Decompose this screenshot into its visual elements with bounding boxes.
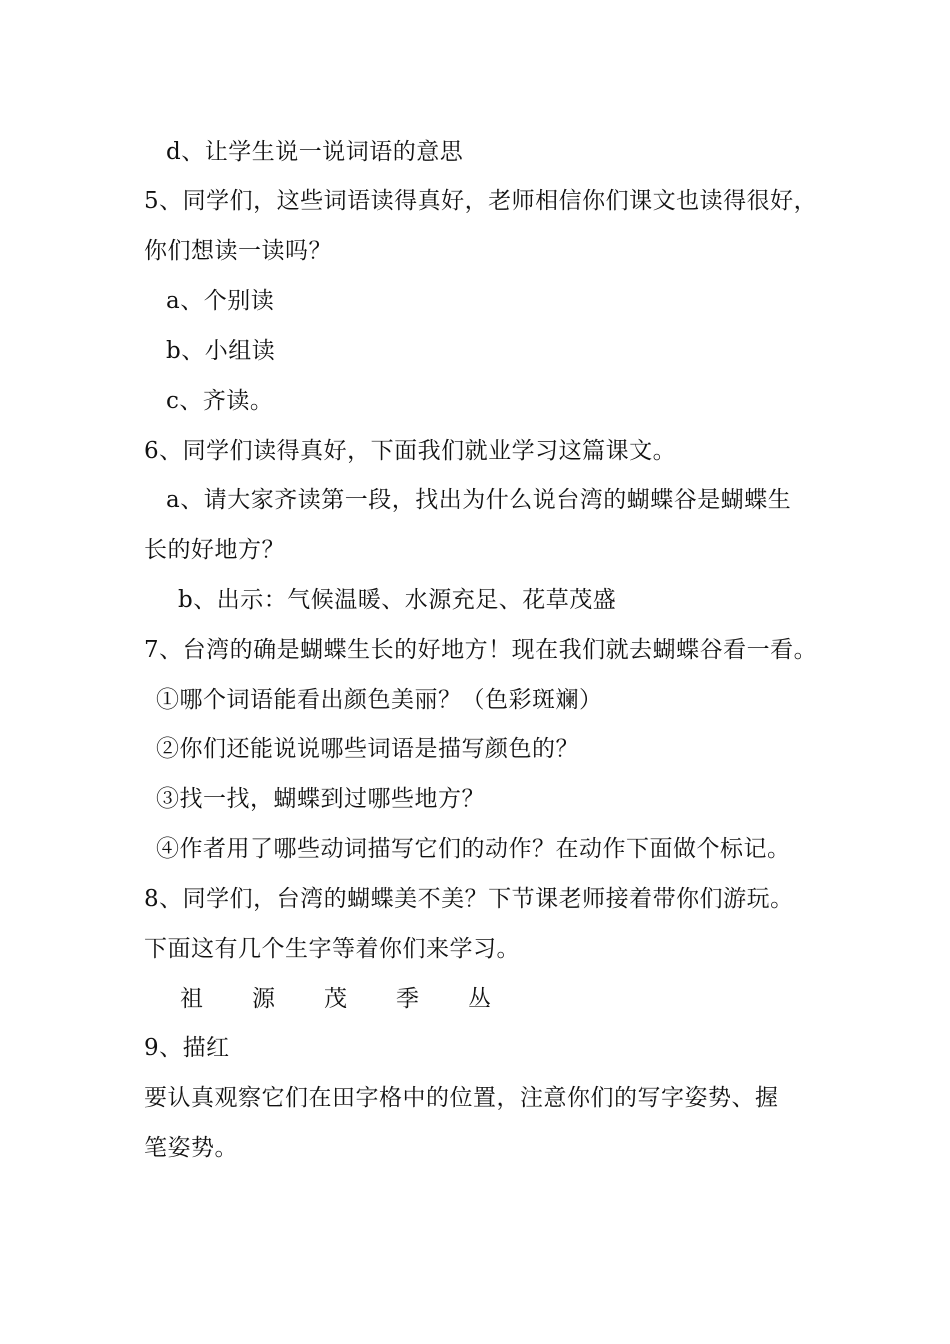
new-character: 茂 <box>324 986 347 1012</box>
step-5-text-cont: 你们想读一读吗？ <box>144 238 332 264</box>
step-6-text: 6、同学们读得真好，下面我们就业学习这篇课文。 <box>144 438 677 464</box>
new-character: 祖 <box>180 986 203 1012</box>
new-characters-row <box>180 984 540 1014</box>
step-5-text: 5、同学们，这些词语读得真好，老师相信你们课文也读得很好， <box>144 188 818 214</box>
step-5c-text: c、齐读。 <box>166 388 274 414</box>
step-7-question-2: ②你们还能说说哪些词语是描写颜色的？ <box>156 736 579 762</box>
step-6b-text: b、出示：气候温暖、水源充足、花草茂盛 <box>178 587 617 613</box>
step-7-question-3: ③找一找，蝴蝶到过哪些地方？ <box>156 786 485 812</box>
new-character: 源 <box>252 986 275 1012</box>
step-9-instruction: 要认真观察它们在田字格中的位置，注意你们的写字姿势、握 <box>144 1085 779 1111</box>
new-character: 丛 <box>468 986 491 1012</box>
step-5a-text: a、个别读 <box>166 288 275 314</box>
step-5b-text: b、小组读 <box>166 338 276 364</box>
step-7-question-1: ①哪个词语能看出颜色美丽？（色彩斑斓） <box>156 687 603 713</box>
step-8-text: 8、同学们，台湾的蝴蝶美不美？下节课老师接着带你们游玩。 <box>144 886 794 912</box>
step-7-text: 7、台湾的确是蝴蝶生长的好地方！现在我们就去蝴蝶谷看一看。 <box>144 637 818 663</box>
new-character: 季 <box>396 986 419 1012</box>
step-4d-text: d、让学生说一说词语的意思 <box>166 139 464 165</box>
step-9-instruction-cont: 笔姿势。 <box>144 1135 238 1161</box>
step-7-question-4: ④作者用了哪些动词描写它们的动作？在动作下面做个标记。 <box>156 836 791 862</box>
step-9-text: 9、描红 <box>144 1035 230 1061</box>
step-6a-text-cont: 长的好地方？ <box>144 537 285 563</box>
step-6a-text: a、请大家齐读第一段，找出为什么说台湾的蝴蝶谷是蝴蝶生 <box>166 487 792 513</box>
step-8-text-cont: 下面这有几个生字等着你们来学习。 <box>144 936 520 962</box>
